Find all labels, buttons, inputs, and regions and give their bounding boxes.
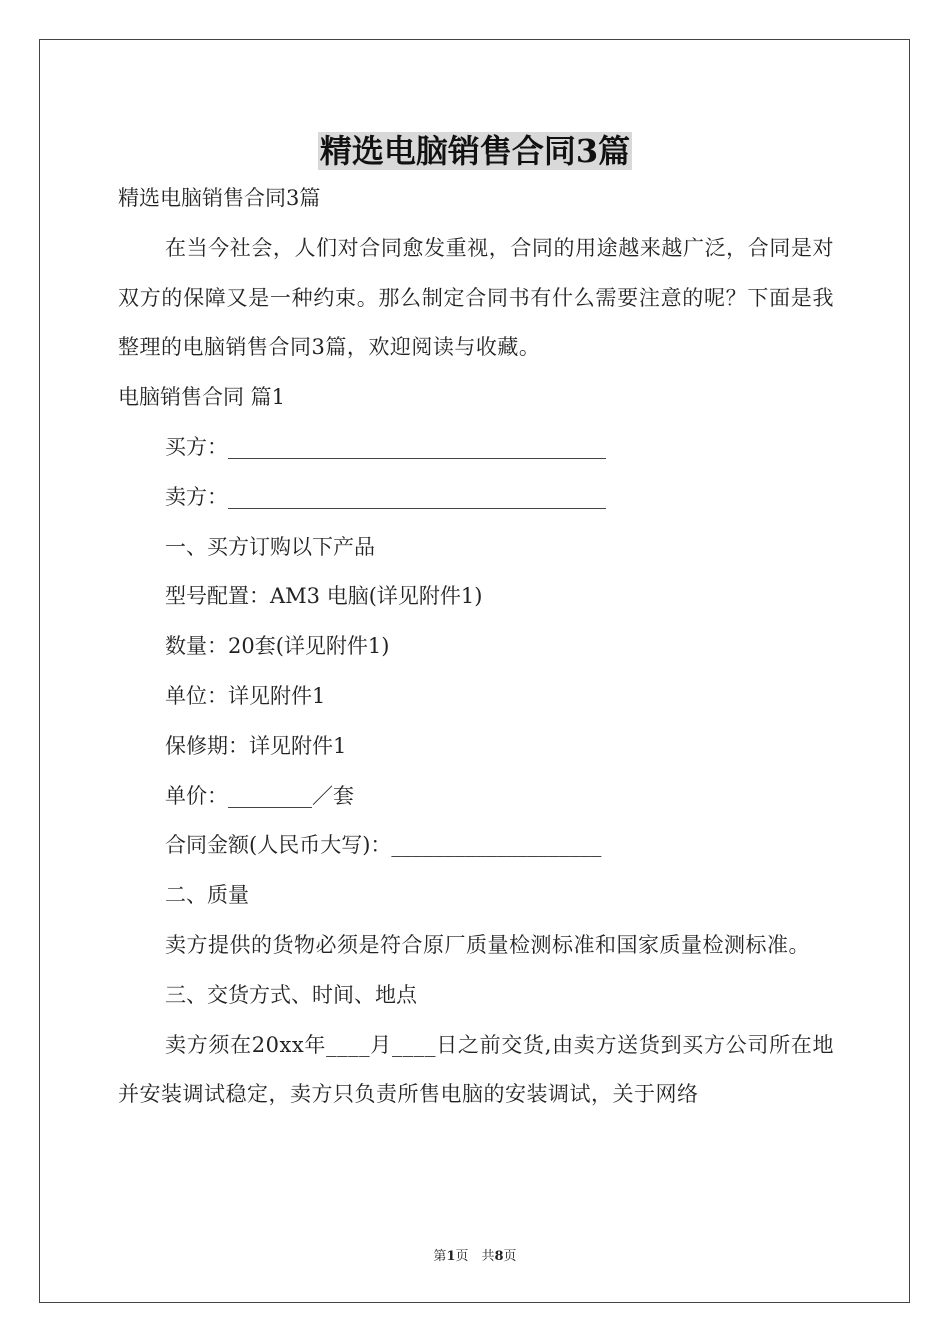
footer-page-mid: 页 共 — [455, 1249, 495, 1264]
unit-line: 单位：详见附件1 — [165, 683, 326, 708]
document-title-text: 精选电脑销售合同3篇 — [319, 132, 631, 170]
footer-total-pages: 8 — [494, 1249, 504, 1264]
quality-paragraph: 卖方提供的货物必须是符合原厂质量检测标准和国家质量检测标准。 — [165, 932, 810, 957]
seller-line: 卖方：____________________________________ — [165, 484, 606, 509]
clause-1-heading: 一、买方订购以下产品 — [165, 534, 375, 559]
warranty-line: 保修期：详见附件1 — [165, 733, 347, 758]
buyer-line: 买方：____________________________________ — [165, 434, 606, 459]
price-line: 单价：________／套 — [165, 783, 354, 808]
delivery-paragraph: 卖方须在20xx年____月____日之前交货,由卖方送货到买方公司所在地并安装调试稳定，卖方只负责所售电脑的安装调试，关于网络 — [118, 1032, 834, 1107]
footer-page-prefix: 第 — [433, 1249, 447, 1264]
amount-line: 合同金额(人民币大写)：____________________ — [165, 833, 602, 858]
document-title — [0, 126, 950, 176]
clause-3-heading: 三、交货方式、时间、地点 — [165, 982, 417, 1007]
quantity-line: 数量：20套(详见附件1) — [165, 634, 390, 659]
section-heading: 电脑销售合同 篇1 — [118, 385, 286, 410]
clause-2-heading: 二、质量 — [165, 883, 249, 908]
footer-page-suffix: 页 — [503, 1249, 517, 1264]
subtitle: 精选电脑销售合同3篇 — [118, 186, 321, 210]
intro-paragraph: 在当今社会，人们对合同愈发重视，合同的用途越来越广泛，合同是对双方的保障又是一种约束。那么制定合同书有什么需要注意的呢？下面是我整理的电脑销售合同3篇，欢迎阅读与收藏。 — [118, 235, 834, 360]
document-body — [118, 174, 834, 1120]
page-footer — [0, 1245, 950, 1264]
model-line: 型号配置：AM3 电脑(详见附件1) — [165, 584, 483, 609]
footer-page-number: 1 — [446, 1249, 456, 1264]
